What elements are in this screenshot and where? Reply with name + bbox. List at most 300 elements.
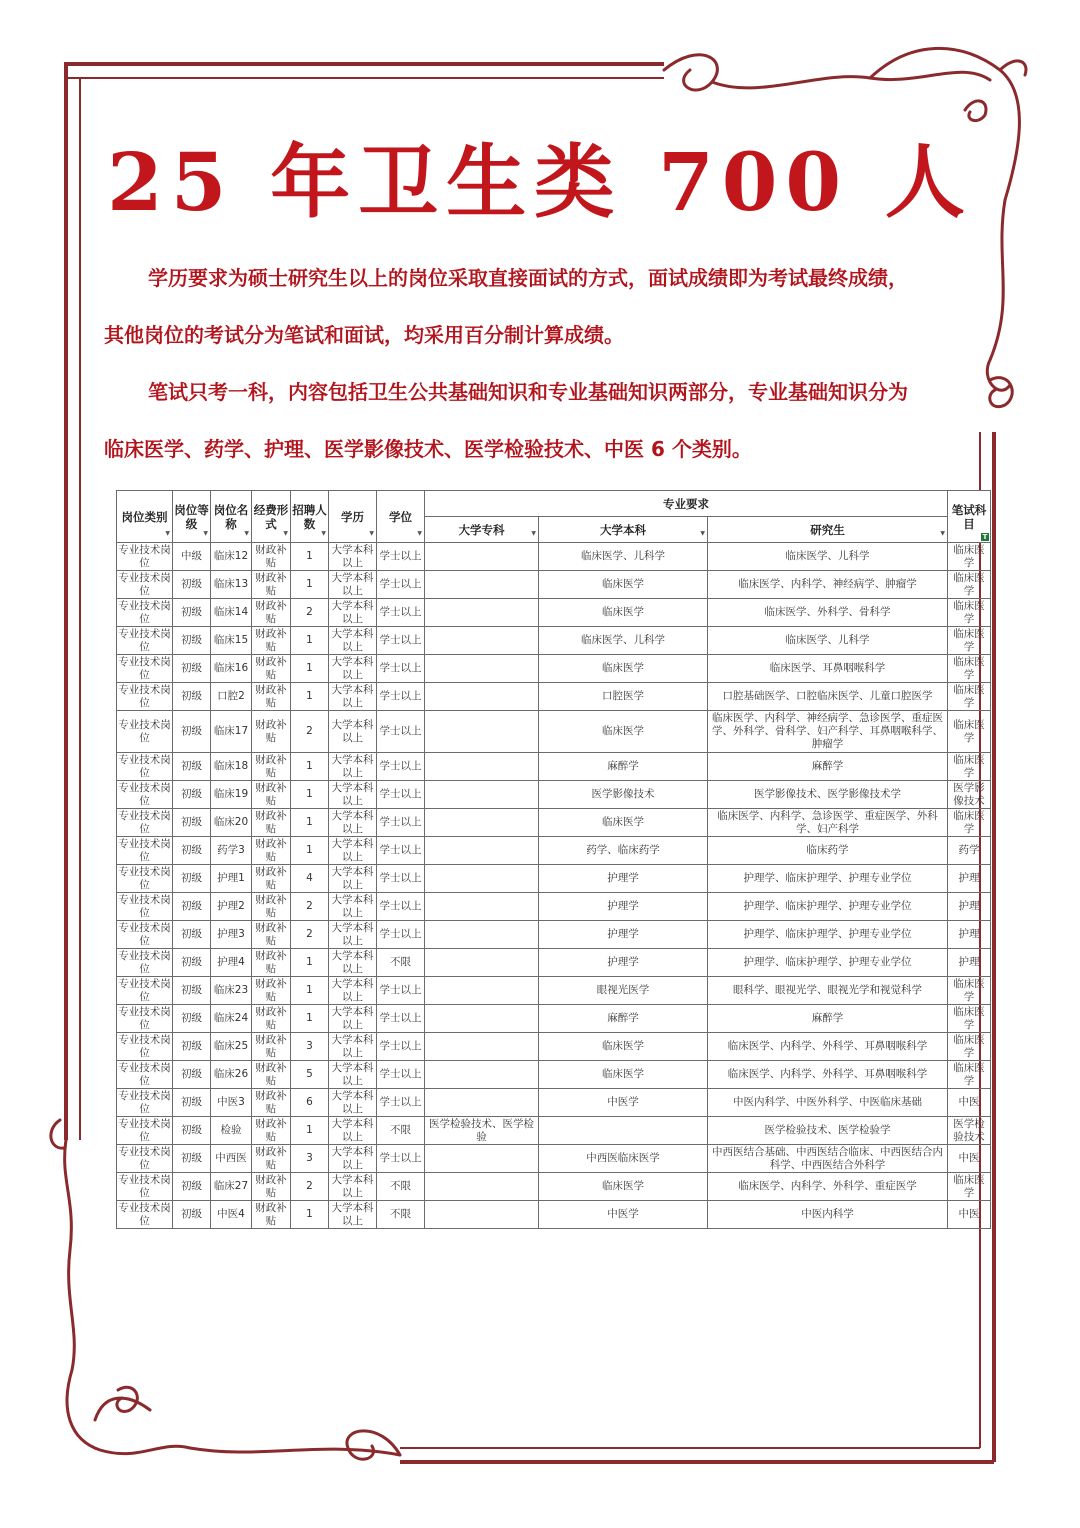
table-row xyxy=(117,809,991,837)
cell-name: 临床26 xyxy=(211,1061,252,1089)
cell-name: 临床19 xyxy=(211,781,252,809)
cell-graduate: 临床医学、内科学、急诊医学、重症医学、外科学、妇产科学 xyxy=(708,809,948,837)
cell-education: 大学本科以上 xyxy=(329,949,377,977)
cell-exam: 临床医学 xyxy=(948,571,991,599)
table-row xyxy=(117,655,991,683)
cell-category: 专业技术岗位 xyxy=(118,1061,171,1087)
cell-college xyxy=(425,655,539,683)
table-row xyxy=(117,921,991,949)
cell-level: 初级 xyxy=(173,753,211,781)
cell-college xyxy=(425,683,539,711)
cell-college xyxy=(425,1089,539,1117)
cell-college xyxy=(425,1033,539,1061)
cell-graduate: 护理学、临床护理学、护理专业学位 xyxy=(708,949,948,977)
cell-education: 大学本科以上 xyxy=(329,977,377,1005)
cell-bachelor: 口腔医学 xyxy=(539,683,708,711)
table-row xyxy=(117,683,991,711)
cell-exam: 临床医学 xyxy=(948,809,991,837)
cell-category: 专业技术岗位 xyxy=(118,543,171,569)
cell-name: 中医3 xyxy=(211,1089,252,1117)
cell-degree: 学士以上 xyxy=(377,781,425,809)
cell-bachelor: 临床医学 xyxy=(539,809,708,837)
cell-graduate: 临床医学、内科学、外科学、耳鼻咽喉科学 xyxy=(708,1061,948,1089)
cell-funding: 财政补贴 xyxy=(252,655,291,683)
cell-bachelor: 麻醉学 xyxy=(539,753,708,781)
cell-graduate: 临床医学、内科学、外科学、重症医学 xyxy=(708,1173,948,1201)
cell-funding: 财政补贴 xyxy=(252,683,291,711)
header-name[interactable]: 岗位名称 ▼ xyxy=(211,491,252,543)
table-row xyxy=(117,865,991,893)
cell-degree: 学士以上 xyxy=(377,837,425,865)
cell-bachelor: 临床医学 xyxy=(539,711,708,753)
cell-education: 大学本科以上 xyxy=(329,1033,377,1061)
cell-degree: 学士以上 xyxy=(377,753,425,781)
table-row xyxy=(117,1033,991,1061)
intro-text xyxy=(104,250,989,478)
cell-degree: 不限 xyxy=(377,1173,425,1201)
table-row xyxy=(117,949,991,977)
cell-level: 初级 xyxy=(173,921,211,949)
cell-name: 护理1 xyxy=(211,865,252,893)
header-exam[interactable]: 笔试科目 T xyxy=(948,491,991,543)
cell-graduate: 中医内科学 xyxy=(708,1201,948,1229)
table-row xyxy=(117,753,991,781)
cell-exam: 药学 xyxy=(948,837,991,865)
cell-bachelor: 临床医学、儿科学 xyxy=(539,543,708,571)
cell-funding: 财政补贴 xyxy=(252,1173,291,1201)
cell-exam: 临床医学 xyxy=(948,753,991,781)
cell-level: 初级 xyxy=(173,627,211,655)
cell-count: 1 xyxy=(291,949,329,977)
cell-level: 初级 xyxy=(173,683,211,711)
cell-exam: 中医 xyxy=(948,1089,991,1117)
cell-degree: 学士以上 xyxy=(377,1061,425,1089)
cell-bachelor: 护理学 xyxy=(539,949,708,977)
cell-degree: 学士以上 xyxy=(377,599,425,627)
cell-graduate: 医学检验技术、医学检验学 xyxy=(708,1117,948,1145)
cell-count: 1 xyxy=(291,1117,329,1145)
cell-bachelor: 临床医学 xyxy=(539,571,708,599)
table-row xyxy=(117,1201,991,1229)
page-title: 25 年卫生类 700 人 xyxy=(107,135,973,229)
table-header-row-1 xyxy=(117,491,991,517)
cell-funding: 财政补贴 xyxy=(252,571,291,599)
cell-name: 临床13 xyxy=(211,571,252,599)
cell-college xyxy=(425,1201,539,1229)
cell-bachelor: 中西医临床医学 xyxy=(539,1145,708,1173)
cell-graduate: 临床医学、内科学、神经病学、急诊医学、重症医学、外科学、骨科学、妇产科学、耳鼻咽喉科学、肿瘤学 xyxy=(708,711,948,753)
intro-paragraph-3: 笔试只考一科，内容包括卫生公共基础知识和专业基础知识两部分，专业基础知识分为 xyxy=(148,380,908,404)
cell-college xyxy=(425,543,539,571)
header-education[interactable]: 学历 ▼ xyxy=(329,491,377,543)
cell-count: 1 xyxy=(291,837,329,865)
cell-education: 大学本科以上 xyxy=(329,599,377,627)
cell-graduate: 临床医学、内科学、外科学、耳鼻咽喉科学 xyxy=(708,1033,948,1061)
cell-college xyxy=(425,921,539,949)
cell-college xyxy=(425,1061,539,1089)
cell-college xyxy=(425,865,539,893)
cell-funding: 财政补贴 xyxy=(252,921,291,949)
table-body xyxy=(117,543,991,1229)
cell-education: 大学本科以上 xyxy=(329,809,377,837)
cell-degree: 学士以上 xyxy=(377,1145,425,1173)
intro-paragraph-4: 临床医学、药学、护理、医学影像技术、医学检验技术、中医 6 个类别。 xyxy=(104,437,752,461)
cell-category: 专业技术岗位 xyxy=(118,977,171,1003)
cell-funding: 财政补贴 xyxy=(252,1145,291,1173)
cell-degree: 不限 xyxy=(377,1201,425,1229)
cell-count: 1 xyxy=(291,655,329,683)
cell-bachelor xyxy=(539,1117,708,1145)
cell-college xyxy=(425,949,539,977)
cell-funding: 财政补贴 xyxy=(252,949,291,977)
cell-exam: 临床医学 xyxy=(948,543,991,571)
table-row xyxy=(117,893,991,921)
cell-bachelor: 药学、临床药学 xyxy=(539,837,708,865)
cell-level: 初级 xyxy=(173,837,211,865)
cell-level: 初级 xyxy=(173,781,211,809)
cell-college xyxy=(425,893,539,921)
cell-bachelor: 临床医学 xyxy=(539,1033,708,1061)
cell-degree: 学士以上 xyxy=(377,1089,425,1117)
cell-category: 专业技术岗位 xyxy=(118,865,171,891)
cell-bachelor: 眼视光医学 xyxy=(539,977,708,1005)
cell-bachelor: 临床医学 xyxy=(539,599,708,627)
cell-category: 专业技术岗位 xyxy=(118,753,171,779)
cell-funding: 财政补贴 xyxy=(252,1117,291,1145)
cell-funding: 财政补贴 xyxy=(252,627,291,655)
cell-education: 大学本科以上 xyxy=(329,1089,377,1117)
cell-name: 临床25 xyxy=(211,1033,252,1061)
cell-college xyxy=(425,1173,539,1201)
cell-category: 专业技术岗位 xyxy=(118,571,171,597)
filter-active-icon: T xyxy=(982,533,988,541)
cell-funding: 财政补贴 xyxy=(252,977,291,1005)
cell-count: 1 xyxy=(291,627,329,655)
cell-count: 3 xyxy=(291,1033,329,1061)
cell-funding: 财政补贴 xyxy=(252,865,291,893)
cell-bachelor: 中医学 xyxy=(539,1201,708,1229)
cell-name: 临床27 xyxy=(211,1173,252,1201)
cell-bachelor: 护理学 xyxy=(539,865,708,893)
cell-count: 6 xyxy=(291,1089,329,1117)
cell-count: 1 xyxy=(291,571,329,599)
cell-degree: 学士以上 xyxy=(377,893,425,921)
cell-count: 1 xyxy=(291,753,329,781)
cell-exam: 临床医学 xyxy=(948,627,991,655)
cell-degree: 学士以上 xyxy=(377,1005,425,1033)
cell-bachelor: 中医学 xyxy=(539,1089,708,1117)
cell-college xyxy=(425,711,539,753)
header-bachelor[interactable]: 大学本科 ▼ xyxy=(539,517,708,543)
cell-education: 大学本科以上 xyxy=(329,1145,377,1173)
cell-college xyxy=(425,837,539,865)
cell-graduate: 护理学、临床护理学、护理专业学位 xyxy=(708,893,948,921)
cell-category: 专业技术岗位 xyxy=(118,1005,171,1031)
cell-bachelor: 护理学 xyxy=(539,893,708,921)
cell-name: 临床18 xyxy=(211,753,252,781)
cell-bachelor: 麻醉学 xyxy=(539,1005,708,1033)
cell-funding: 财政补贴 xyxy=(252,837,291,865)
table-row xyxy=(117,543,991,571)
header-funding[interactable]: 经费形式 ▼ xyxy=(252,491,291,543)
cell-name: 临床23 xyxy=(211,977,252,1005)
cell-college xyxy=(425,781,539,809)
cell-exam: 中医 xyxy=(948,1145,991,1173)
cell-graduate: 临床医学、内科学、神经病学、肿瘤学 xyxy=(708,571,948,599)
header-major-group: 专业要求 xyxy=(425,491,948,517)
cell-degree: 学士以上 xyxy=(377,711,425,753)
cell-bachelor: 护理学 xyxy=(539,921,708,949)
cell-exam: 中医 xyxy=(948,1201,991,1229)
cell-graduate: 临床医学、外科学、骨科学 xyxy=(708,599,948,627)
cell-graduate: 护理学、临床护理学、护理专业学位 xyxy=(708,921,948,949)
cell-education: 大学本科以上 xyxy=(329,893,377,921)
cell-funding: 财政补贴 xyxy=(252,1061,291,1089)
cell-funding: 财政补贴 xyxy=(252,781,291,809)
cell-name: 临床20 xyxy=(211,809,252,837)
header-level[interactable]: 岗位等级 ▼ xyxy=(173,491,211,543)
cell-graduate: 中西医结合基础、中西医结合临床、中西医结合内科学、中西医结合外科学 xyxy=(708,1145,948,1173)
cell-degree: 学士以上 xyxy=(377,655,425,683)
cell-graduate: 口腔基础医学、口腔临床医学、儿童口腔医学 xyxy=(708,683,948,711)
cell-funding: 财政补贴 xyxy=(252,1005,291,1033)
header-count[interactable]: 招聘人数 ▼ xyxy=(291,491,329,543)
intro-paragraph-2: 其他岗位的考试分为笔试和面试，均采用百分制计算成绩。 xyxy=(104,323,624,347)
cell-level: 初级 xyxy=(173,1201,211,1229)
cell-name: 中医4 xyxy=(211,1201,252,1229)
cell-degree: 学士以上 xyxy=(377,921,425,949)
cell-level: 初级 xyxy=(173,571,211,599)
cell-category: 专业技术岗位 xyxy=(118,1033,171,1059)
cell-category: 专业技术岗位 xyxy=(118,949,171,975)
cell-exam: 临床医学 xyxy=(948,711,991,753)
cell-exam: 临床医学 xyxy=(948,599,991,627)
table-row xyxy=(117,1089,991,1117)
cell-education: 大学本科以上 xyxy=(329,543,377,571)
cell-graduate: 临床药学 xyxy=(708,837,948,865)
cell-name: 药学3 xyxy=(211,837,252,865)
cell-graduate: 麻醉学 xyxy=(708,753,948,781)
cell-college xyxy=(425,809,539,837)
cell-education: 大学本科以上 xyxy=(329,655,377,683)
cell-name: 临床16 xyxy=(211,655,252,683)
cell-funding: 财政补贴 xyxy=(252,599,291,627)
intro-paragraph-1: 学历要求为硕士研究生以上的岗位采取直接面试的方式，面试成绩即为考试最终成绩， xyxy=(148,266,908,290)
cell-count: 1 xyxy=(291,977,329,1005)
cell-level: 初级 xyxy=(173,977,211,1005)
cell-college: 医学检验技术、医学检验 xyxy=(425,1117,539,1145)
cell-count: 4 xyxy=(291,865,329,893)
cell-name: 临床17 xyxy=(211,711,252,753)
cell-level: 初级 xyxy=(173,1089,211,1117)
cell-name: 护理3 xyxy=(211,921,252,949)
cell-category: 专业技术岗位 xyxy=(118,655,171,681)
table-row xyxy=(117,837,991,865)
cell-count: 1 xyxy=(291,781,329,809)
cell-graduate: 临床医学、耳鼻咽喉科学 xyxy=(708,655,948,683)
cell-college xyxy=(425,977,539,1005)
cell-education: 大学本科以上 xyxy=(329,753,377,781)
cell-funding: 财政补贴 xyxy=(252,1089,291,1117)
cell-college xyxy=(425,1145,539,1173)
cell-category: 专业技术岗位 xyxy=(118,599,171,625)
cell-education: 大学本科以上 xyxy=(329,1117,377,1145)
cell-category: 专业技术岗位 xyxy=(118,1117,171,1143)
cell-count: 2 xyxy=(291,1173,329,1201)
cell-count: 1 xyxy=(291,543,329,571)
cell-bachelor: 医学影像技术 xyxy=(539,781,708,809)
cell-degree: 学士以上 xyxy=(377,809,425,837)
cell-count: 1 xyxy=(291,683,329,711)
cell-college xyxy=(425,753,539,781)
cell-category: 专业技术岗位 xyxy=(118,781,171,807)
cell-exam: 医学影像技术 xyxy=(948,781,991,809)
cell-degree: 学士以上 xyxy=(377,543,425,571)
cell-level: 初级 xyxy=(173,711,211,753)
cell-exam: 临床医学 xyxy=(948,977,991,1005)
cell-degree: 学士以上 xyxy=(377,627,425,655)
cell-bachelor: 临床医学 xyxy=(539,1061,708,1089)
table-row xyxy=(117,1061,991,1089)
cell-category: 专业技术岗位 xyxy=(118,809,171,835)
cell-education: 大学本科以上 xyxy=(329,1201,377,1229)
table-row xyxy=(117,1005,991,1033)
cell-education: 大学本科以上 xyxy=(329,1005,377,1033)
cell-category: 专业技术岗位 xyxy=(118,1173,171,1199)
cell-count: 5 xyxy=(291,1061,329,1089)
cell-bachelor: 临床医学 xyxy=(539,655,708,683)
cell-exam: 护理 xyxy=(948,865,991,893)
cell-graduate: 眼科学、眼视光学、眼视光学和视觉科学 xyxy=(708,977,948,1005)
cell-education: 大学本科以上 xyxy=(329,781,377,809)
cell-funding: 财政补贴 xyxy=(252,543,291,571)
cell-bachelor: 临床医学、儿科学 xyxy=(539,627,708,655)
cell-name: 口腔2 xyxy=(211,683,252,711)
cell-bachelor: 临床医学 xyxy=(539,1173,708,1201)
cell-name: 中西医 xyxy=(211,1145,252,1173)
cell-level: 初级 xyxy=(173,1145,211,1173)
cell-education: 大学本科以上 xyxy=(329,711,377,753)
cell-education: 大学本科以上 xyxy=(329,865,377,893)
cell-college xyxy=(425,627,539,655)
cell-level: 初级 xyxy=(173,1117,211,1145)
cell-exam: 护理 xyxy=(948,893,991,921)
cell-graduate: 临床医学、儿科学 xyxy=(708,627,948,655)
cell-level: 初级 xyxy=(173,655,211,683)
cell-category: 专业技术岗位 xyxy=(118,837,171,863)
cell-count: 2 xyxy=(291,893,329,921)
cell-category: 专业技术岗位 xyxy=(118,921,171,947)
cell-funding: 财政补贴 xyxy=(252,809,291,837)
cell-funding: 财政补贴 xyxy=(252,753,291,781)
cell-category: 专业技术岗位 xyxy=(118,627,171,653)
cell-category: 专业技术岗位 xyxy=(118,1201,171,1227)
cell-graduate: 麻醉学 xyxy=(708,1005,948,1033)
cell-funding: 财政补贴 xyxy=(252,711,291,753)
table-row xyxy=(117,1117,991,1145)
table-row xyxy=(117,627,991,655)
cell-degree: 学士以上 xyxy=(377,865,425,893)
table-row xyxy=(117,977,991,1005)
cell-count: 2 xyxy=(291,921,329,949)
cell-level: 初级 xyxy=(173,893,211,921)
cell-name: 临床12 xyxy=(211,543,252,571)
cell-education: 大学本科以上 xyxy=(329,571,377,599)
table-row xyxy=(117,781,991,809)
table-row xyxy=(117,599,991,627)
cell-exam: 临床医学 xyxy=(948,1173,991,1201)
cell-category: 专业技术岗位 xyxy=(117,711,173,753)
cell-funding: 财政补贴 xyxy=(252,1033,291,1061)
cell-exam: 临床医学 xyxy=(948,1005,991,1033)
cell-count: 1 xyxy=(291,1201,329,1229)
cell-count: 3 xyxy=(291,1145,329,1173)
cell-level: 初级 xyxy=(173,1061,211,1089)
cell-degree: 不限 xyxy=(377,1117,425,1145)
cell-level: 初级 xyxy=(173,865,211,893)
cell-count: 1 xyxy=(291,809,329,837)
table-row xyxy=(117,711,991,753)
header-degree[interactable]: 学位 ▼ xyxy=(377,491,425,543)
cell-level: 初级 xyxy=(173,809,211,837)
cell-graduate: 医学影像技术、医学影像技术学 xyxy=(708,781,948,809)
cell-education: 大学本科以上 xyxy=(329,683,377,711)
cell-category: 专业技术岗位 xyxy=(118,893,171,919)
cell-degree: 学士以上 xyxy=(377,977,425,1005)
cell-funding: 财政补贴 xyxy=(252,1201,291,1229)
cell-exam: 临床医学 xyxy=(948,1061,991,1089)
cell-graduate: 护理学、临床护理学、护理专业学位 xyxy=(708,865,948,893)
cell-education: 大学本科以上 xyxy=(329,837,377,865)
cell-name: 临床14 xyxy=(211,599,252,627)
header-college[interactable]: 大学专科 ▼ xyxy=(425,517,539,543)
cell-exam: 临床医学 xyxy=(948,683,991,711)
cell-level: 初级 xyxy=(173,949,211,977)
cell-name: 护理2 xyxy=(211,893,252,921)
cell-education: 大学本科以上 xyxy=(329,627,377,655)
cell-name: 临床15 xyxy=(211,627,252,655)
table-row xyxy=(117,1173,991,1201)
cell-level: 初级 xyxy=(173,1033,211,1061)
cell-count: 2 xyxy=(291,711,329,753)
recruitment-table-wrapper xyxy=(116,490,990,1229)
header-graduate[interactable]: 研究生 ▼ xyxy=(708,517,948,543)
cell-education: 大学本科以上 xyxy=(329,1061,377,1089)
cell-exam: 临床医学 xyxy=(948,1033,991,1061)
table-row xyxy=(117,571,991,599)
cell-level: 中级 xyxy=(173,543,211,571)
cell-name: 检验 xyxy=(211,1117,252,1145)
cell-name: 护理4 xyxy=(211,949,252,977)
cell-degree: 不限 xyxy=(377,949,425,977)
cell-education: 大学本科以上 xyxy=(329,1173,377,1201)
cell-name: 临床24 xyxy=(211,1005,252,1033)
recruitment-table xyxy=(116,490,991,1229)
header-category[interactable]: 岗位类别 ▼ xyxy=(117,491,173,543)
cell-funding: 财政补贴 xyxy=(252,893,291,921)
cell-count: 2 xyxy=(291,599,329,627)
cell-level: 初级 xyxy=(173,1173,211,1201)
cell-level: 初级 xyxy=(173,1005,211,1033)
cell-graduate: 临床医学、儿科学 xyxy=(708,543,948,571)
cell-college xyxy=(425,599,539,627)
table-row xyxy=(117,1145,991,1173)
cell-category: 专业技术岗位 xyxy=(118,683,171,709)
cell-category: 专业技术岗位 xyxy=(118,1145,171,1171)
cell-college xyxy=(425,1005,539,1033)
cell-college xyxy=(425,571,539,599)
cell-count: 1 xyxy=(291,1005,329,1033)
